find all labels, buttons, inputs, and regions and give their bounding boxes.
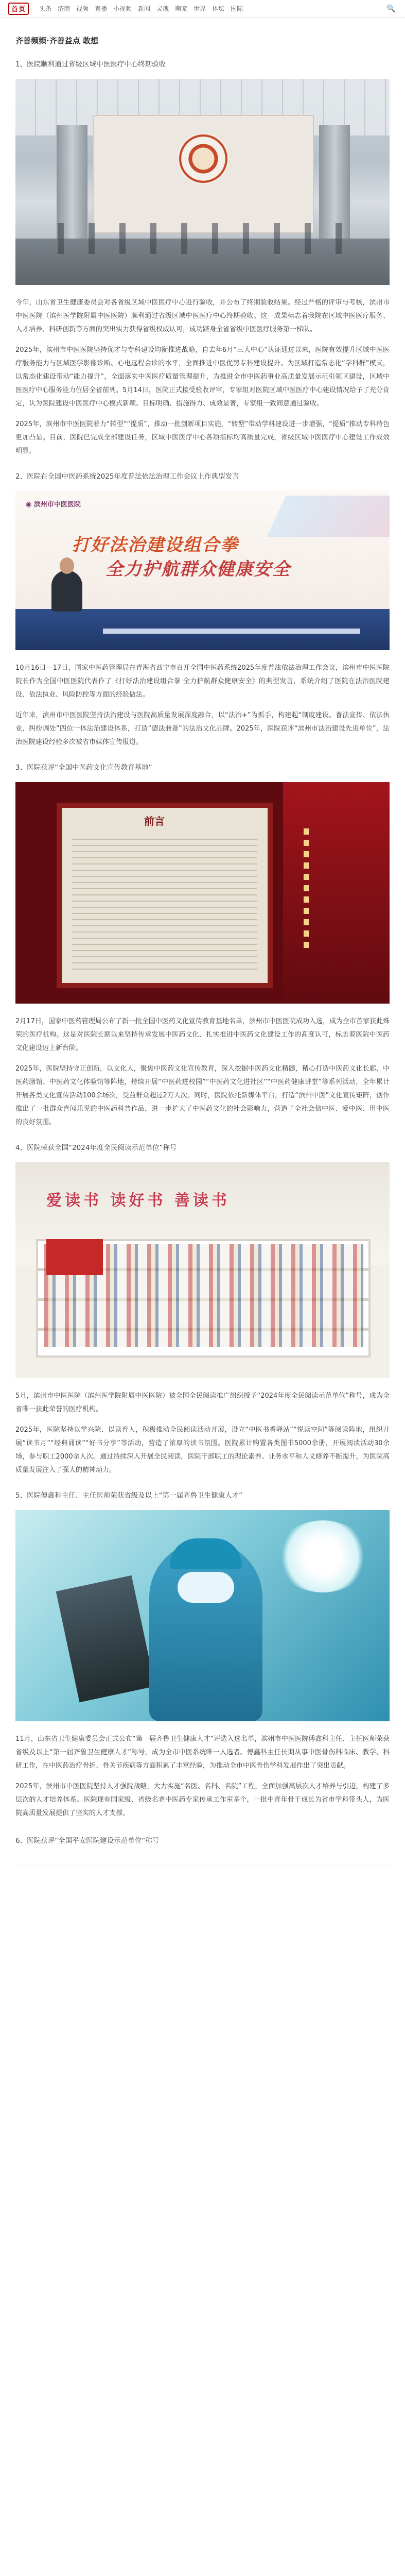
section-1-heading: 1、医院顺利通过省级区域中医医疗中心终期验收: [15, 60, 166, 69]
top-bar: [0, 0, 405, 18]
section-1-paragraph: 今年，山东省卫生健康委员会对各省级区域中医医疗中心进行验收，并公布了终期验收结果。经过严格的评审与考核，滨州市中医医院（滨州医学院附属中医医院）顺利通过省级区域中医医疗中心终期验收。这一成果标志着我院在区域中医医疗服务、人才培养、科研创新等方面的突出实力获得省级权威认可，成功跻身全省省级中医医疗服务第一梯队。: [15, 298, 390, 333]
section-3-paragraph: 2025年，医院坚持守正创新，以文化人，聚焦中医药文化宣传教育，深入挖掘中医药文化精髓，精心打造中医药文化长廊、中医药膳馆、中医药文化体验馆等阵地，持续开展“中医药进校园”“中医药文化进社区”“中医药健康讲堂”等系列活动，全年累计开展各类文化宣传活动100余场次，受益群众超过2万人次。同时，医院依托新媒体平台，打造“滨州中医”文化宣传矩阵，创作推出了一批群众喜闻乐见的中医药科普作品，进一步扩大了中医药文化的社会影响力，营造了全社会信中医、爱中医、用中医的良好氛围。: [15, 1064, 390, 1126]
nav-item-2[interactable]: 视频: [76, 5, 89, 12]
section-2-heading: 2、医院在全国中医药系统2025年度普法依法治理工作会议上作典型发言: [15, 472, 239, 481]
nav-item-7[interactable]: 萌宠: [175, 5, 188, 12]
culture-exhibition-photo: 前言: [15, 782, 390, 1004]
nav-item-1[interactable]: 济南: [58, 5, 71, 12]
hospital-lobby-photo: [15, 79, 390, 285]
stage-hospital-logo: ◉ 滨州市中医医院: [26, 501, 81, 509]
article-body: [15, 18, 390, 1897]
reading-corner-photo: 爱读书 读好书 善读书: [15, 1162, 390, 1378]
section-1-paragraph: 2025年，滨州市中医医院着力“转型”“提质”，推动一批创新项目实施，“转型”带动学科建设进一步增强，“提质”推动专科特色更加凸显。目前，医院已完成全部建设任务，区域中医医疗中心各项指标均高质量完成，省级区域中医医疗中心建设工作成效明显。: [15, 420, 390, 455]
nav-item-8[interactable]: 世界: [193, 5, 206, 12]
section-5-paragraph: 2025年，滨州市中医医院坚持人才强院战略，大力实施“名医、名科、名院”工程，全面加强高层次人才培养与引进，构建了多层次的人才培养体系。医院现有国家级、省级名老中医药专家传承工作室多个，一批中青年骨干成长为省市学科带头人，为医院高质量发展提供了坚实的人才支撑。: [15, 1782, 390, 1817]
search-icon[interactable]: 🔍: [386, 4, 396, 13]
section-4-heading: 4、医院荣获全国“2024年度全民阅读示范单位”称号: [15, 1143, 177, 1152]
main-nav: [39, 4, 385, 13]
section-1-paragraph: 2025年，滨州市中医医院坚持优才与专科建设均衡推进战略，自去年6月“三大中心”认证通过以来，医院有效提升区域中医医疗服务能力与区域医学影像诊断、心电远程会诊的水平，全面推进中医优势专科建设提升。为区域打造常态化“学科群”模式，以常态化建设带动“能力提升”，全面落实中医医疗质量管理提升，为推进全市中医药事业高质量发展示范引领区建设，区域中医医疗中心服务能力位居全省前列。5月14日，医院正式接受验收评审，专家组对医院区域中医医疗中心建设情况给予了充分肯定，认为医院建设中医医疗中心模式新颖、目标明确、措施得力、成效显著，专家组一致同意通过验收。: [15, 346, 390, 408]
section-2-paragraph: 10月16日—17日，国家中医药管理局在青海省西宁市召开全国中医药系统2025年度普法依法治理工作会议，滨州市中医医院院长作为全国中医医院代表作了《打好法治建设组合拳 全力护航群众健康安全》的典型发言，系统介绍了医院在法治医院建设、依法执业、风险防控等方面的经验做法。: [15, 664, 390, 699]
meeting-stage-photo: ◉ 滨州市中医医院 打好法治建设组合拳 全力护航群众健康安全: [15, 490, 390, 650]
section-3-heading: 3、医院获评“全国中医药文化宣传教育基地”: [15, 764, 152, 772]
site-logo[interactable]: 首页: [8, 3, 29, 15]
section-5-paragraph: 11月，山东省卫生健康委员会正式公布“第一届齐鲁卫生健康人才”评选入选名单，滨州市中医医院傅鑫科主任、主任医师荣获省级及以上“第一届齐鲁卫生健康人才”称号，成为全市中医系统唯一入选者。傅鑫科主任长期从事中医骨伤科临床、教学、科研工作，在中医药治疗骨折、骨关节疾病等方面积累了丰富经验，为推动全市中医骨伤学科发展作出了突出贡献。: [15, 1735, 390, 1770]
section-2-paragraph: 近年来，滨州市中医医院坚持法治建设与医院高质量发展深度融合，以“法治+”为抓手，构建起“制度建设、普法宣传、依法执业、纠纷调处”四位一体法治建设体系，打造“德法兼备”的法治文化品牌。2025年，医院获评“滨州市法治建设先进单位”，法治医院建设经验多次被省市媒体宣传报道。: [15, 711, 390, 747]
nav-item-4[interactable]: 小视频: [113, 5, 132, 12]
article-title: 齐善频频·齐善益点 敢想: [15, 36, 98, 45]
section-3-paragraph: 2月17日，国家中医药管理局公布了新一批全国中医药文化宣传教育基地名单，滨州市中医医院成功入选，成为全市首家获此殊荣的医疗机构。这是对医院长期以来坚持传承发展中医药文化、扎实推进中医药文化建设工作的高度认可，标志着医院中医药文化建设迈上新台阶。: [15, 1017, 390, 1052]
doctor-surgery-photo: [15, 1510, 390, 1721]
section-5-heading: 5、医院傅鑫科主任、主任医师荣获省级及以上“第一届齐鲁卫生健康人才”: [15, 1492, 243, 1500]
nav-item-9[interactable]: 体坛: [212, 5, 225, 12]
section-6-heading: 6、医院获评“全国平安医院建设示范单位”称号: [15, 1836, 160, 1845]
nav-item-6[interactable]: 灵魂: [156, 5, 169, 12]
section-4-paragraph: 2025年，医院坚持以学兴院、以读育人，积极推动全民阅读活动开展，设立“中医书香驿站”“悦读空间”等阅读阵地，组织开展“读书月”“经典诵读”“好书分享”等活动，营造了浓厚的读书氛围。医院累计购置各类图书5000余册，开展阅读活动30余场，参与职工2000余人次。通过持续深入开展全民阅读，医院干部职工的理论素养、业务水平和人文修养不断提升，为医院高质量发展注入了强大的精神动力。: [15, 1426, 390, 1475]
nav-item-3[interactable]: 直播: [95, 5, 108, 12]
nav-item-0[interactable]: 头条: [39, 5, 52, 12]
nav-item-10[interactable]: 国际: [231, 5, 243, 12]
section-4-paragraph: 5月，滨州市中医医院（滨州医学院附属中医医院）被全国全民阅读推广组织授予“2024年度全民阅读示范单位”称号，成为全省唯一获此荣誉的医疗机构。: [15, 1392, 390, 1414]
nav-item-5[interactable]: 新闻: [138, 5, 151, 12]
hospital-emblem-icon: [178, 133, 229, 184]
